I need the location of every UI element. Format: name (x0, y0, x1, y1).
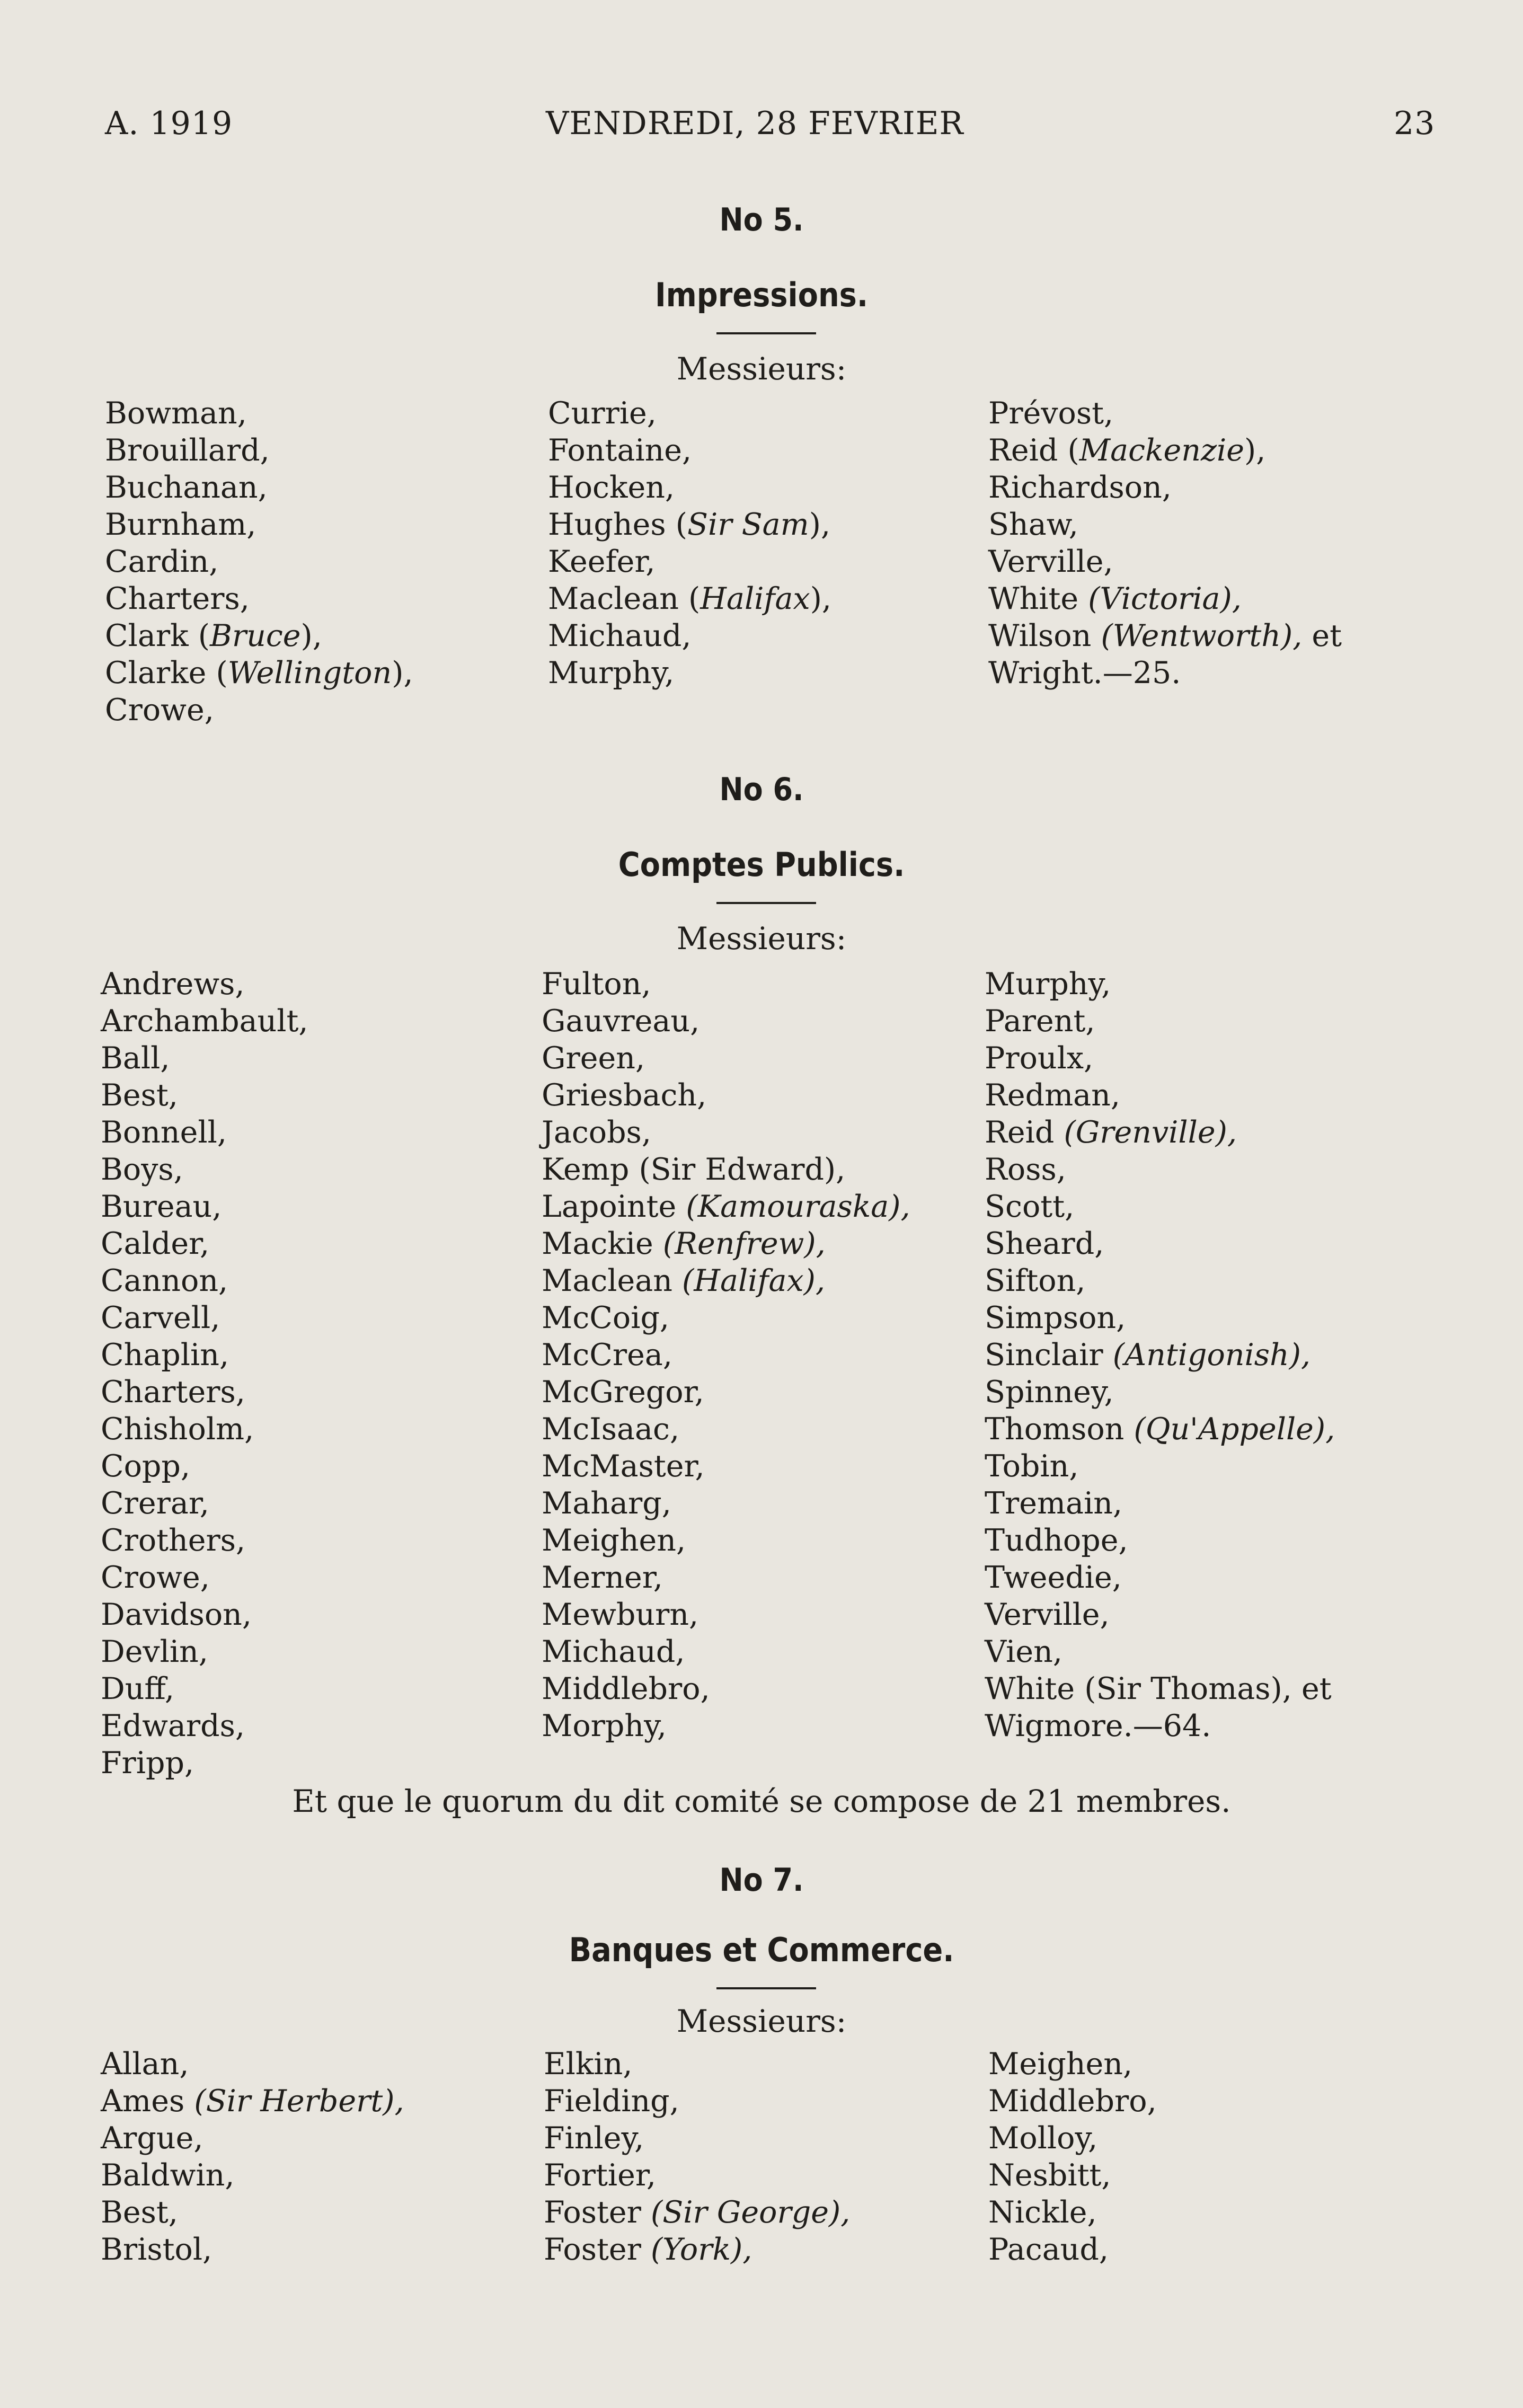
member-name: White (Sir Thomas), et (985, 1671, 1332, 1706)
section-rule (716, 1987, 816, 1989)
member-name: Burnham, (105, 507, 256, 542)
member-name: Pacaud, (988, 2232, 1109, 2267)
member-name: Cannon, (101, 1263, 228, 1298)
member-name: Michaud, (542, 1634, 685, 1669)
member-name: Brouillard, (105, 433, 270, 468)
member-name: McIsaac, (542, 1412, 680, 1447)
member-column-1 (101, 966, 308, 1782)
member-name: McCoig, (542, 1300, 670, 1335)
member-name: Bristol, (101, 2232, 212, 2267)
member-name: Vien, (985, 1634, 1062, 1669)
member-name: Verville, (985, 1597, 1110, 1632)
section-rule (716, 902, 816, 904)
member-name: Buchanan, (105, 470, 268, 505)
member-name: Sifton, (985, 1263, 1086, 1298)
member-name: Griesbach, (542, 1078, 707, 1113)
member-name: Edwards, (101, 1708, 245, 1743)
member-column-1 (105, 395, 413, 729)
member-name: Bonnell, (101, 1115, 227, 1150)
messieurs-label: Messieurs: (676, 920, 847, 957)
messieurs-label: Messieurs: (676, 351, 847, 387)
section-number: No 6. (719, 771, 804, 808)
member-name: Merner, (542, 1560, 663, 1595)
member-name: Michaud, (548, 618, 692, 653)
header-date: VENDREDI, 28 FEVRIER (546, 105, 964, 142)
member-name: Morphy, (542, 1708, 667, 1743)
member-name: Murphy, (548, 656, 675, 690)
member-column-1 (101, 2046, 404, 2268)
member-name: Allan, (101, 2047, 189, 2082)
member-name: Molloy, (988, 2121, 1098, 2156)
member-name: Davidson, (101, 1597, 252, 1632)
member-name: Parent, (985, 1004, 1095, 1039)
member-name: Best, (101, 2195, 178, 2230)
member-name: White (Victoria), (988, 581, 1242, 616)
section-number: No 5. (719, 201, 804, 238)
member-name: Argue, (101, 2121, 203, 2156)
member-name: Nickle, (988, 2195, 1097, 2230)
member-name: Lapointe (Kamouraska), (542, 1189, 910, 1224)
member-name: Nesbitt, (988, 2158, 1111, 2193)
member-name: Mewburn, (542, 1597, 699, 1632)
member-name: Crowe, (101, 1560, 210, 1595)
member-name: Murphy, (985, 967, 1111, 1002)
member-name: Foster (York), (544, 2232, 752, 2267)
member-column-2 (548, 395, 831, 692)
member-name: Bureau, (101, 1189, 222, 1224)
member-name: Meighen, (542, 1523, 686, 1558)
member-name: Ames (Sir Herbert), (101, 2084, 404, 2119)
member-name: Hughes (Sir Sam), (548, 507, 831, 542)
member-name: Tudhope, (985, 1523, 1128, 1558)
member-name: Wilson (Wentworth), et (988, 618, 1342, 653)
member-name: Sinclair (Antigonish), (985, 1338, 1311, 1373)
member-name: Crowe, (105, 693, 214, 728)
member-name: Devlin, (101, 1634, 208, 1669)
member-name: Prévost, (988, 396, 1114, 431)
member-name: Wigmore.—64. (985, 1708, 1211, 1743)
member-name: Maharg, (542, 1486, 671, 1521)
member-name: McCrea, (542, 1338, 672, 1373)
member-name: Duff, (101, 1671, 174, 1706)
section-title: Impressions. (654, 276, 869, 314)
member-name: Reid (Grenville), (985, 1115, 1237, 1150)
member-name: Fripp, (101, 1746, 194, 1781)
member-name: Maclean (Halifax), (548, 581, 832, 616)
quorum-note: Et que le quorum du dit comité se compose de 21 membres. (292, 1783, 1231, 1819)
section-number: No 7. (719, 1862, 804, 1899)
messieurs-label: Messieurs: (676, 2003, 847, 2039)
member-name: Carvell, (101, 1300, 220, 1335)
member-name: Clarke (Wellington), (105, 656, 413, 690)
section-title: Comptes Publics. (618, 845, 905, 884)
page-number: 23 (1394, 105, 1436, 142)
member-name: Thomson (Qu'Appelle), (985, 1412, 1335, 1447)
member-name: Sheard, (985, 1226, 1104, 1261)
member-column-2 (542, 966, 910, 1745)
member-name: Shaw, (988, 507, 1078, 542)
member-name: Fielding, (544, 2084, 679, 2119)
member-name: Best, (101, 1078, 178, 1113)
member-column-3 (988, 395, 1342, 692)
member-name: Middlebro, (988, 2084, 1157, 2119)
member-name: Copp, (101, 1449, 191, 1484)
member-name: Chisholm, (101, 1412, 254, 1447)
member-name: Gauvreau, (542, 1004, 700, 1039)
member-name: Bowman, (105, 396, 247, 431)
member-name: Wright.—25. (988, 656, 1181, 690)
member-name: McGregor, (542, 1375, 704, 1410)
member-name: Jacobs, (542, 1115, 651, 1150)
member-name: Elkin, (544, 2047, 633, 2082)
member-name: Spinney, (985, 1375, 1114, 1410)
member-column-3 (988, 2046, 1157, 2268)
member-name: Meighen, (988, 2047, 1133, 2082)
member-name: McMaster, (542, 1449, 705, 1484)
member-name: Archambault, (101, 1004, 308, 1039)
member-name: Ross, (985, 1152, 1066, 1187)
member-name: Simpson, (985, 1300, 1126, 1335)
member-name: Hocken, (548, 470, 675, 505)
member-name: Green, (542, 1041, 645, 1076)
member-name: Reid (Mackenzie), (988, 433, 1266, 468)
member-name: Crerar, (101, 1486, 209, 1521)
member-name: Tweedie, (985, 1560, 1122, 1595)
member-name: Calder, (101, 1226, 210, 1261)
member-name: Keefer, (548, 544, 656, 579)
member-name: Cardin, (105, 544, 219, 579)
member-name: Richardson, (988, 470, 1172, 505)
member-name: Charters, (105, 581, 250, 616)
member-name: Fontaine, (548, 433, 692, 468)
member-name: Redman, (985, 1078, 1120, 1113)
member-name: Charters, (101, 1375, 245, 1410)
member-column-3 (985, 966, 1335, 1745)
member-name: Middlebro, (542, 1671, 710, 1706)
member-name: Chaplin, (101, 1338, 229, 1373)
member-name: Crothers, (101, 1523, 246, 1558)
member-name: Baldwin, (101, 2158, 235, 2193)
member-name: Currie, (548, 396, 657, 431)
member-name: Fortier, (544, 2158, 656, 2193)
member-name: Andrews, (101, 967, 245, 1002)
member-name: Scott, (985, 1189, 1075, 1224)
member-name: Boys, (101, 1152, 183, 1187)
header-year: A. 1919 (105, 105, 233, 142)
member-name: Ball, (101, 1041, 170, 1076)
member-name: Foster (Sir George), (544, 2195, 851, 2230)
section-title: Banques et Commerce. (569, 1931, 954, 1969)
member-name: Fulton, (542, 967, 651, 1002)
member-name: Clark (Bruce), (105, 618, 322, 653)
member-name: Tremain, (985, 1486, 1123, 1521)
member-name: Verville, (988, 544, 1113, 579)
member-name: Mackie (Renfrew), (542, 1226, 826, 1261)
member-column-2 (544, 2046, 850, 2268)
section-rule (716, 332, 816, 334)
member-name: Proulx, (985, 1041, 1094, 1076)
member-name: Maclean (Halifax), (542, 1263, 826, 1298)
member-name: Kemp (Sir Edward), (542, 1152, 846, 1187)
member-name: Tobin, (985, 1449, 1079, 1484)
member-name: Finley, (544, 2121, 644, 2156)
